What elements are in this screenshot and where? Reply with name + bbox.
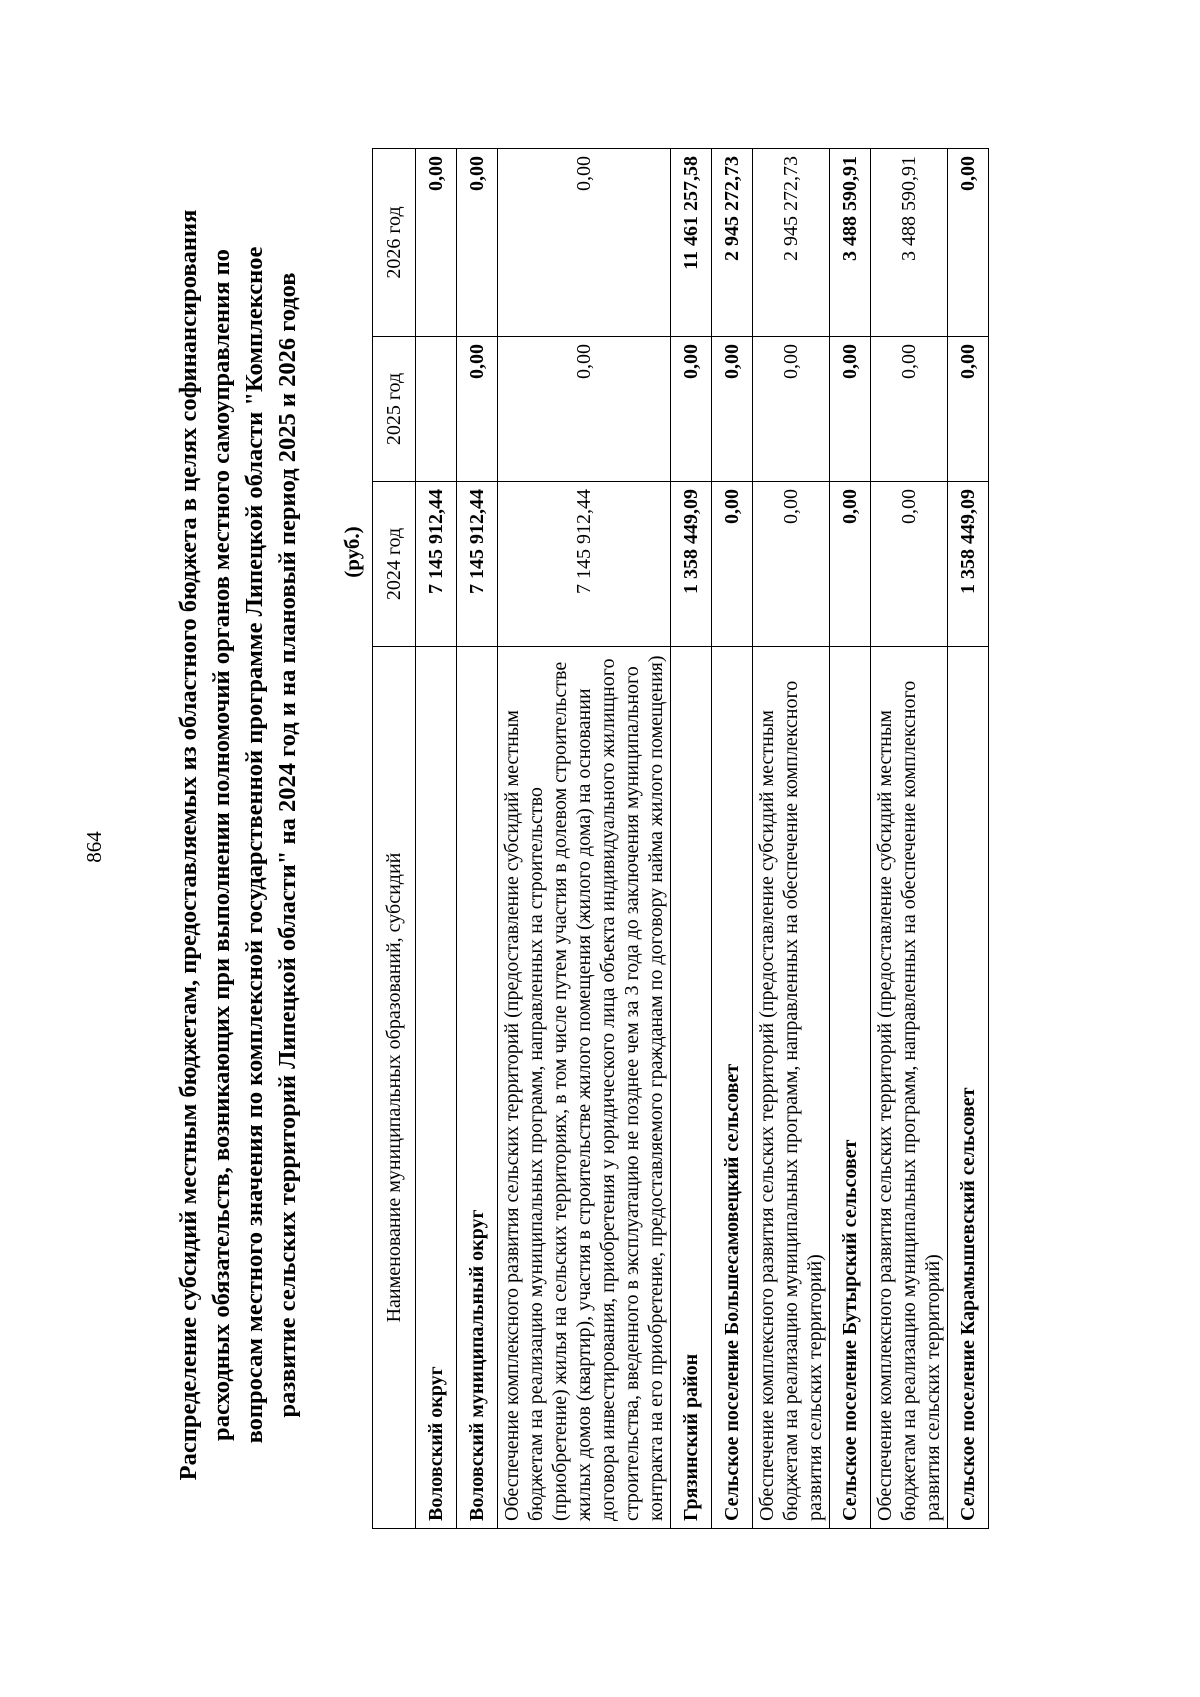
row-name: Обеспечение комплексного развития сельских территорий (предоставление субсидий местным бюджетам на реализацию муниципальных программ, направленных на обеспечение комплексного развития сельских территорий) — [753, 647, 830, 1529]
value-2026: 0,00 — [416, 149, 457, 337]
table-row — [753, 149, 830, 1529]
title-line: вопросам местного значения по комплексной государственной программе Липецкой области "Комплексное — [241, 246, 268, 1444]
header-2026: 2026 год — [373, 149, 416, 337]
value-2025: 0,00 — [671, 337, 712, 482]
currency-label: (руб.) — [340, 526, 364, 578]
value-2026: 3 488 590,91 — [871, 149, 948, 337]
row-name: Сельское поселение Карамышевский сельсовет — [948, 647, 989, 1529]
value-2024: 1 358 449,09 — [671, 482, 712, 647]
row-name: Грязинский район — [671, 647, 712, 1529]
table-row — [871, 149, 948, 1529]
header-name: Наименование муниципальных образований, субсидий — [373, 647, 416, 1529]
value-2024: 0,00 — [830, 482, 871, 647]
value-2026: 2 945 272,73 — [753, 149, 830, 337]
row-name: Обеспечение комплексного развития сельских территорий (предоставление субсидий местным бюджетам на реализацию муниципальных программ, направленных на строительство (приобретение) жилья на сельских территориях, в том числе путем участия в долевом строительстве жилых домов (квартир), участия в строительстве жилого помещения (жилого дома) на основании договора инвестирования, приобретения у юридического лица объекта индивидуального жилищного строительства, введенного в эксплуатацию не позднее чем за 3 года до заключения муниципального контракта на его приобретение, предоставляемого гражданам по договору найма жилого помещения) — [498, 647, 671, 1529]
value-2026: 0,00 — [457, 149, 498, 337]
value-2024: 1 358 449,09 — [948, 482, 989, 647]
value-2025: 0,00 — [498, 337, 671, 482]
value-2024: 7 145 912,44 — [416, 482, 457, 647]
value-2024: 0,00 — [753, 482, 830, 647]
value-2024: 7 145 912,44 — [457, 482, 498, 647]
table-row — [830, 149, 871, 1529]
row-name: Обеспечение комплексного развития сельских территорий (предоставление субсидий местным бюджетам на реализацию муниципальных программ, направленных на обеспечение комплексного развития сельских территорий) — [871, 647, 948, 1529]
document-title — [172, 159, 304, 1531]
table-row — [948, 149, 989, 1529]
value-2024: 0,00 — [712, 482, 753, 647]
row-name: Сельское поселение Бутырский сельсовет — [830, 647, 871, 1529]
value-2025: 0,00 — [830, 337, 871, 482]
value-2024: 7 145 912,44 — [498, 482, 671, 647]
value-2025: 0,00 — [712, 337, 753, 482]
header-2024: 2024 год — [373, 482, 416, 647]
value-2025: 0,00 — [871, 337, 948, 482]
value-2026: 0,00 — [498, 149, 671, 337]
value-2024: 0,00 — [871, 482, 948, 647]
table-row — [416, 149, 457, 1529]
row-name: Воловский муниципальный округ — [457, 647, 498, 1529]
page-number: 864 — [82, 831, 106, 863]
header-2025: 2025 год — [373, 337, 416, 482]
table-row — [498, 149, 671, 1529]
title-line: развитие сельских территорий Липецкой области" на 2024 год и на плановый период 2025 и 2026 годов — [274, 272, 301, 1418]
table-row — [457, 149, 498, 1529]
subsidy-table — [372, 148, 989, 1529]
value-2025: 0,00 — [457, 337, 498, 482]
value-2026: 0,00 — [948, 149, 989, 337]
value-2025: 0,00 — [948, 337, 989, 482]
value-2026: 11 461 257,58 — [671, 149, 712, 337]
row-name: Сельское поселение Большесамовецкий сельсовет — [712, 647, 753, 1529]
table-row — [712, 149, 753, 1529]
value-2025: 0,00 — [753, 337, 830, 482]
title-line: Распределение субсидий местным бюджетам, предоставляемых из областного бюджета в целях софинансирования — [175, 209, 202, 1481]
value-2026: 2 945 272,73 — [712, 149, 753, 337]
title-line: расходных обязательств, возникающих при выполнении полномочий органов местного самоуправления по — [208, 249, 235, 1441]
value-2025 — [416, 337, 457, 482]
value-2026: 3 488 590,91 — [830, 149, 871, 337]
table-row — [671, 149, 712, 1529]
table-header-row — [373, 149, 416, 1529]
row-name: Воловский округ — [416, 647, 457, 1529]
